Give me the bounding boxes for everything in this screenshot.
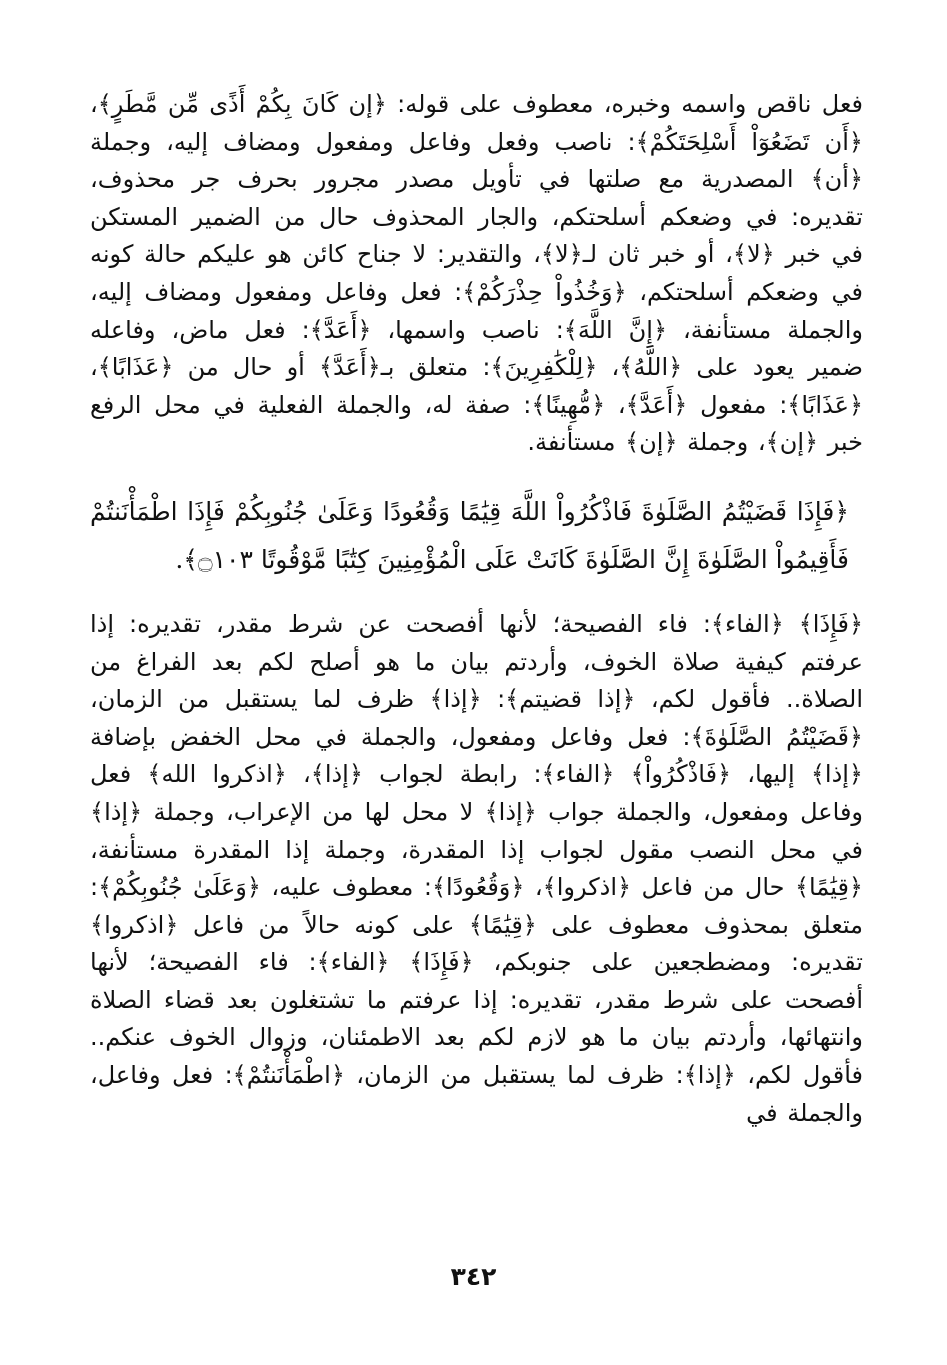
quran-verse: ﴿فَإِذَا قَضَيْتُمُ الصَّلَوٰةَ فَاذْكُرُواْ اللَّهَ قِيَٰمًا وَقُعُودًا وَعَلَىٰ جُنُوبِكُمْ فَإِذَا اطْمَأْنَنتُمْ فَأَقِيمُواْ الصَّلَوٰةَ إِنَّ الصَّلَوٰةَ كَانَتْ عَلَى الْمُؤْمِنِينَ كِتَٰبًا مَّوْقُوتًا ۝١٠٣﴾. [90,496,849,574]
document-page [90,86,863,1365]
commentary-paragraph: فعل ناقص واسمه وخبره، معطوف على قوله: ﴿إن كَانَ بِكُمْ أَذًى مِّن مَّطَرٍ﴾، ﴿أَن تَضَعُوٓاْ أَسْلِحَتَكُمْ﴾: ناصب وفعل وفاعل ومفعول ومضاف إليه، وجملة ﴿أن﴾ المصدرية مع صلتها في تأويل مصدر مجرور بحرف جر محذوف، تقديره: في وضعكم أسلحتكم، والجار المحذوف حال من الضمير المستكن في خبر ﴿لا﴾، أو خبر ثان لـ﴿لا﴾، والتقدير: لا جناح كائن هو عليكم حالة كونه في وضعكم أسلحتكم، ﴿وَخُذُواْ حِذْرَكُمْ﴾: فعل وفاعل ومفعول ومضاف إليه، والجملة مستأنفة، ﴿إِنَّ اللَّهَ﴾: ناصب واسمها، ﴿أَعَدَّ﴾: فعل ماض، وفاعله ضمير يعود على ﴿اللَّهُ﴾، ﴿لِلْكَٰفِرِينَ﴾: متعلق بـ﴿أَعَدَّ﴾ أو حال من ﴿عَذَابًا﴾، ﴿عَذَابًا﴾: مفعول ﴿أَعَدَّ﴾، ﴿مُّهِينًا﴾: صفة له، والجملة الفعلية في محل الرفع خبر ﴿إن﴾، وجملة ﴿إن﴾ مستأنفة. [90,90,863,457]
page-number: ٣٤٢ [450,1262,497,1291]
commentary-paragraph: ﴿فَإِذَا﴾ ﴿الفاء﴾: فاء الفصيحة؛ لأنها أفصحت عن شرط مقدر، تقديره: إذا عرفتم كيفية صلاة الخوف، وأردتم بيان ما هو أصلح لكم بعد الفراغ من الصلاة.. فأقول لكم، ﴿إذا قضيتم﴾: ﴿إذا﴾ ظرف لما يستقبل من الزمان، ﴿قَضَيْتُمُ الصَّلَوٰةَ﴾: فعل وفاعل ومفعول، والجملة في محل الخفض بإضافة ﴿إذا﴾ إليها، ﴿فَاذْكُرُواْ﴾ ﴿الفاء﴾: رابطة لجواب ﴿إذا﴾، ﴿اذكروا الله﴾ فعل وفاعل ومفعول، والجملة جواب ﴿إذا﴾ لا محل لها من الإعراب، وجملة ﴿إذا﴾ في محل النصب مقول لجواب إذا المقدرة، وجملة إذا المقدرة مستأنفة، ﴿قِيَٰمًا﴾ حال من فاعل ﴿اذكروا﴾، ﴿وَقُعُودًا﴾: معطوف عليه، ﴿وَعَلَىٰ جُنُوبِكُمْ﴾: متعلق بمحذوف معطوف على ﴿قِيَٰمًا﴾ على كونه حالاً من فاعل ﴿اذكروا﴾ تقديره: ومضطجعين على جنوبكم، ﴿فَإِذَا﴾ ﴿الفاء﴾: فاء الفصيحة؛ لأنها أفصحت على شرط مقدر، تقديره: إذا عرفتم ما تشتغلون بعد قضاء الصلاة وانتهائها، وأردتم بيان ما هو لازم لكم بعد الاطمئنان، وزوال الخوف عنكم.. فأقول لكم، ﴿إذا﴾: ظرف لما يستقبل من الزمان، ﴿اطْمَأْنَنتُمْ﴾: فعل وفاعل، والجملة في [90,609,863,1127]
